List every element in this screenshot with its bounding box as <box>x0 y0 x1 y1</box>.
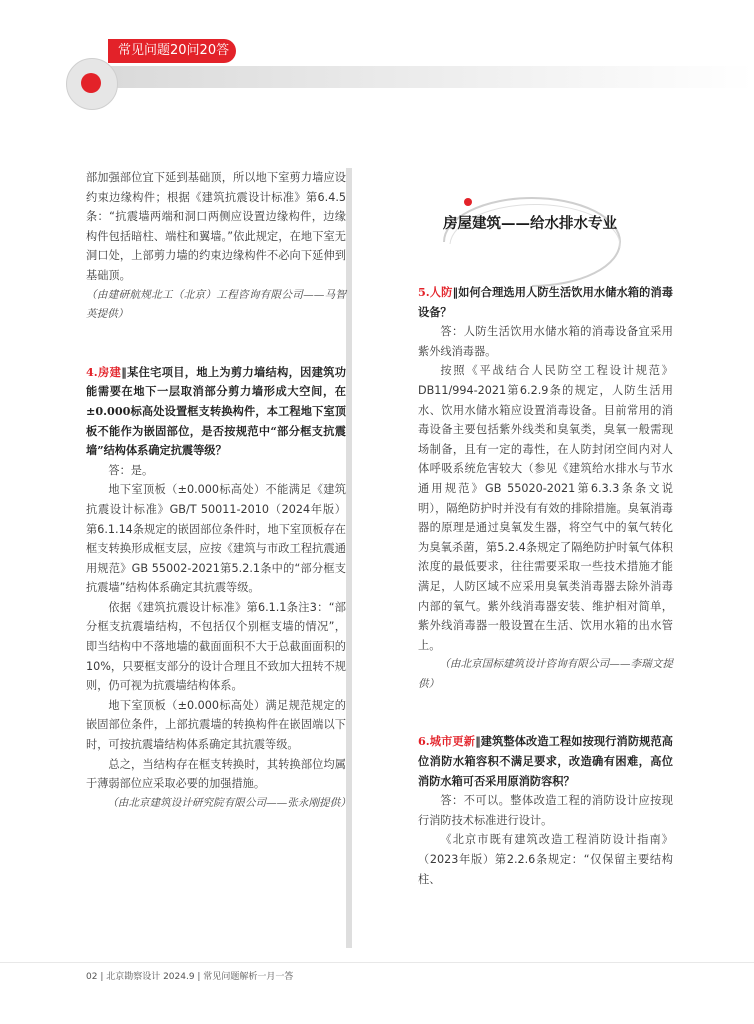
footer-rule <box>0 962 754 963</box>
paragraph: 《北京市既有建筑改造工程消防设计指南》（2023年版）第2.2.6条规定：“仅保留主要结构柱、 <box>418 833 673 886</box>
question-4: 4.房建‖某住宅项目，地上为剪力墙结构，因建筑功能需要在地下一层取消部分剪力墙形成大空间，在±0.000标高处设置框支转换构件，本工程地下室顶板不能作为嵌固部位，是否按规范中“部分框支抗震墙”结构体系确定抗震等级？ <box>86 364 346 458</box>
question-5: 5.人防‖如何合理选用人防生活饮用水储水箱的消毒设备？ <box>418 285 673 319</box>
section-title: 房屋建筑——给水排水专业 <box>443 216 617 232</box>
section-title-ring <box>420 182 644 292</box>
paragraph: 地下室顶板（±0.000标高处）满足规范规定的嵌固部位条件，上部抗震墙的转换构件在嵌固端以下时，可按抗震墙结构体系确定其抗震等级。 <box>86 698 346 752</box>
paragraph: 部加强部位宜下延到基础顶，所以地下室剪力墙应设约束边缘构件；根据《建筑抗震设计标准》第6.4.5条：“抗震墙两端和洞口两侧应设置边缘构件，边缘构件包括暗柱、端柱和翼墙。”依此规定，在地下室无洞口处，上部剪力墙的约束边缘构件不必向下延伸到基础顶。 <box>86 171 346 282</box>
paragraph: 依据《建筑抗震设计标准》第6.1.1条注3：“部分框支抗震墙结构，不包括仅个别框支墙的情况”，即当结构中不落地墙的截面面积不大于总截面面积的10%，只要框支部分的设计合理且不致加大扭转不规则，仍可视为抗震墙结构体系。 <box>86 600 346 693</box>
question-tag: 4.房建 <box>86 364 122 379</box>
question-text: 建筑整体改造工程如按现行消防规范高位消防水箱容积不满足要求，改造确有困难，高位消防水箱可否采用原消防容积？ <box>418 734 673 788</box>
question-tag: 5.人防 <box>418 285 453 299</box>
header-band <box>94 66 754 88</box>
paragraph: 总之，当结构存在框支转换时，其转换部位均属于薄弱部位应采取必要的加强措施。 <box>86 757 346 791</box>
source-credit: （由北京建筑设计研究院有限公司——张永刚提供） <box>107 796 351 809</box>
header-tab: 常见问题20问20答 <box>108 39 236 63</box>
right-column <box>418 283 673 889</box>
source-credit: （由北京国标建筑设计咨询有限公司——李瑞文提供） <box>418 658 673 690</box>
question-text: 某住宅项目，地上为剪力墙结构，因建筑功能需要在地下一层取消部分剪力墙形成大空间，在±0.000标高处设置框支转换构件，本工程地下室顶板不能作为嵌固部位，是否按规范中“部分框支抗震墙”结构体系确定抗震等级？ <box>86 364 346 458</box>
paragraph: 地下室顶板（±0.000标高处）不能满足《建筑抗震设计标准》GB/T 50011-2010（2024年版）第6.1.14条规定的嵌固部位条件时，地下室顶板存在框支转换形成框支层，应按《建筑与市政工程抗震通用规范》GB 55002-2021第5.2.1条中的“部分框支抗震墙”结构体系确定其抗震等级。 <box>86 483 346 595</box>
question-text: 如何合理选用人防生活饮用水储水箱的消毒设备？ <box>418 285 673 319</box>
answer: 答：人防生活饮用水储水箱的消毒设备宜采用紫外线消毒器。 <box>418 325 673 358</box>
answer-label: 答：是。 <box>108 463 154 477</box>
left-column-bar <box>346 168 352 948</box>
question-tag: 6.城市更新 <box>418 734 476 749</box>
source-credit: （由建研航规北工（北京）工程咨询有限公司——马智英提供） <box>86 288 346 321</box>
answer: 答：不可以。整体改造工程的消防设计应按现行消防技术标准进行设计。 <box>418 794 673 827</box>
question-6: 6.城市更新‖建筑整体改造工程如按现行消防规范高位消防水箱容积不满足要求，改造确有困难，高位消防水箱可否采用原消防容积？ <box>418 734 673 788</box>
left-column <box>86 168 351 813</box>
page-footer: 02 | 北京勘察设计 2024.9 | 常见问题解析一月一答 <box>86 972 294 982</box>
paragraph: 按照《平战结合人民防空工程设计规范》DB11/994-2021第6.2.9条的规定，人防生活用水、饮用水储水箱应设置消毒设备。目前常用的消毒设备主要包括紫外线类和臭氧类，臭氧一般需现场制备，且有一定的毒性，在人防封闭空间内对人体呼吸系统危害较大（参见《建筑给水排水与节水通用规范》GB 55020-2021第6.3.3条条文说明），隔绝防护时并没有有效的排除措施。臭氧消毒器的原理是通过臭氧发生器，将空气中的氧气转化为臭氧杀菌，第5.2.4条规定了隔绝防护时氧气体积浓度的最低要求，往往需要采取一些技术措施才能满足，人防区域不应采用臭氧类消毒器去除外消毒内部的氧气。紫外线消毒器安装、维护相对简单，紫外线消毒器一般设置在生活、饮用水箱的出水管上。 <box>418 364 673 652</box>
logo-dot-icon <box>81 73 101 93</box>
